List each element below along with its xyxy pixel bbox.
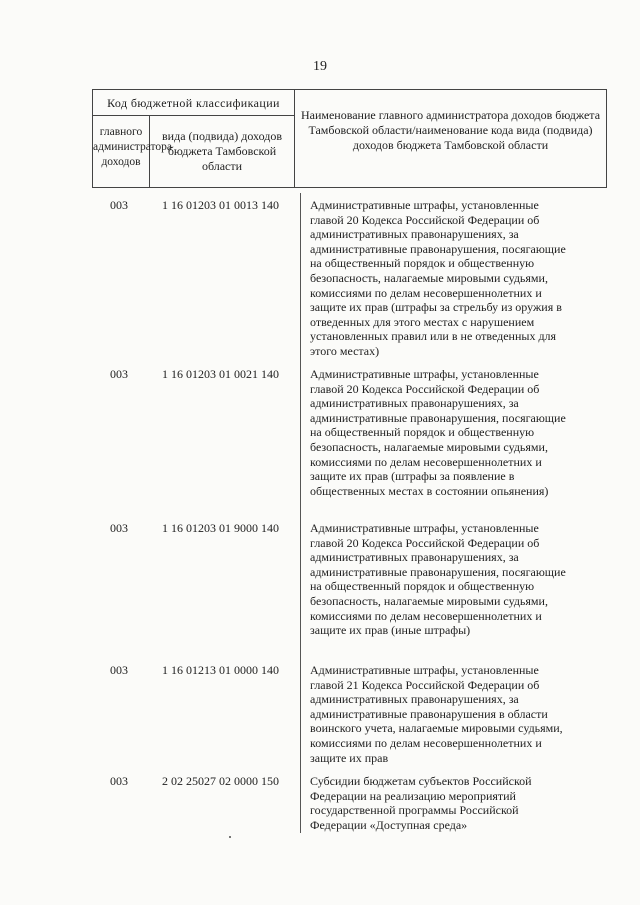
row-kbk-code: 1 16 01213 01 0000 140 <box>162 663 279 677</box>
row-description: Административные штрафы, установленные главой 20 Кодекса Российской Федерации об административных правонарушениях, за административные правонарушения, посягающие на общественный порядок и общественную безопасность, налагаемые мировыми судьями, комиссиями по делам несовершеннолетних и защите их прав (штрафы за появление в общественных местах в состоянии опьянения) <box>310 367 566 498</box>
row-description: Административные штрафы, установленные главой 20 Кодекса Российской Федерации об административных правонарушениях, за административные правонарушения, посягающие на общественный порядок и общественную безопасность, налагаемые мировыми судьями, комиссиями по делам несовершеннолетних и защите их прав (иные штрафы) <box>310 521 566 638</box>
row-admin-code: 003 <box>110 198 128 212</box>
header-kind-column: вида (подвида) доходов бюджета Тамбовской области <box>162 129 282 173</box>
row-kbk-code: 1 16 01203 01 9000 140 <box>162 521 279 535</box>
header-admin-column: главного администратора доходов <box>93 126 173 168</box>
row-admin-code: 003 <box>110 521 128 535</box>
row-description: Административные штрафы, установленные главой 21 Кодекса Российской Федерации об административных правонарушениях, за административные правонарушения в области воинского учета, налагаемые мировыми судьями, комиссиями по делам несовершеннолетних и защите их прав <box>310 663 563 765</box>
header-kbk-title: Код бюджетной классификации <box>107 96 280 110</box>
row-admin-code: 003 <box>110 663 128 677</box>
row-admin-code: 003 <box>110 774 128 788</box>
column-divider <box>300 193 301 833</box>
page-number: 19 <box>313 59 327 74</box>
header-divider-sub-horizontal <box>93 115 294 116</box>
row-kbk-code: 2 02 25027 02 0000 150 <box>162 774 279 788</box>
row-kbk-code: 1 16 01203 01 0013 140 <box>162 198 279 212</box>
row-description: Субсидии бюджетам субъектов Российской Федерации на реализацию мероприятий государственной программы Российской Федерации «Доступная среда» <box>310 774 532 832</box>
header-name-column: Наименование главного администратора доходов бюджета Тамбовской области/наименование кода вида (подвида) доходов бюджета Тамбовской области <box>300 108 601 152</box>
row-description: Административные штрафы, установленные главой 20 Кодекса Российской Федерации об административных правонарушениях, за административные правонарушения, посягающие на общественный порядок и общественную безопасность, налагаемые мировыми судьями, комиссиями по делам несовершеннолетних и защите их прав (штрафы за стрельбу из оружия в отведенных для этого местах с нарушением установленных правил или в не отведенных для этого местах) <box>310 198 566 358</box>
scan-speck <box>229 836 231 838</box>
table-header <box>92 89 607 188</box>
row-kbk-code: 1 16 01203 01 0021 140 <box>162 367 279 381</box>
row-admin-code: 003 <box>110 367 128 381</box>
